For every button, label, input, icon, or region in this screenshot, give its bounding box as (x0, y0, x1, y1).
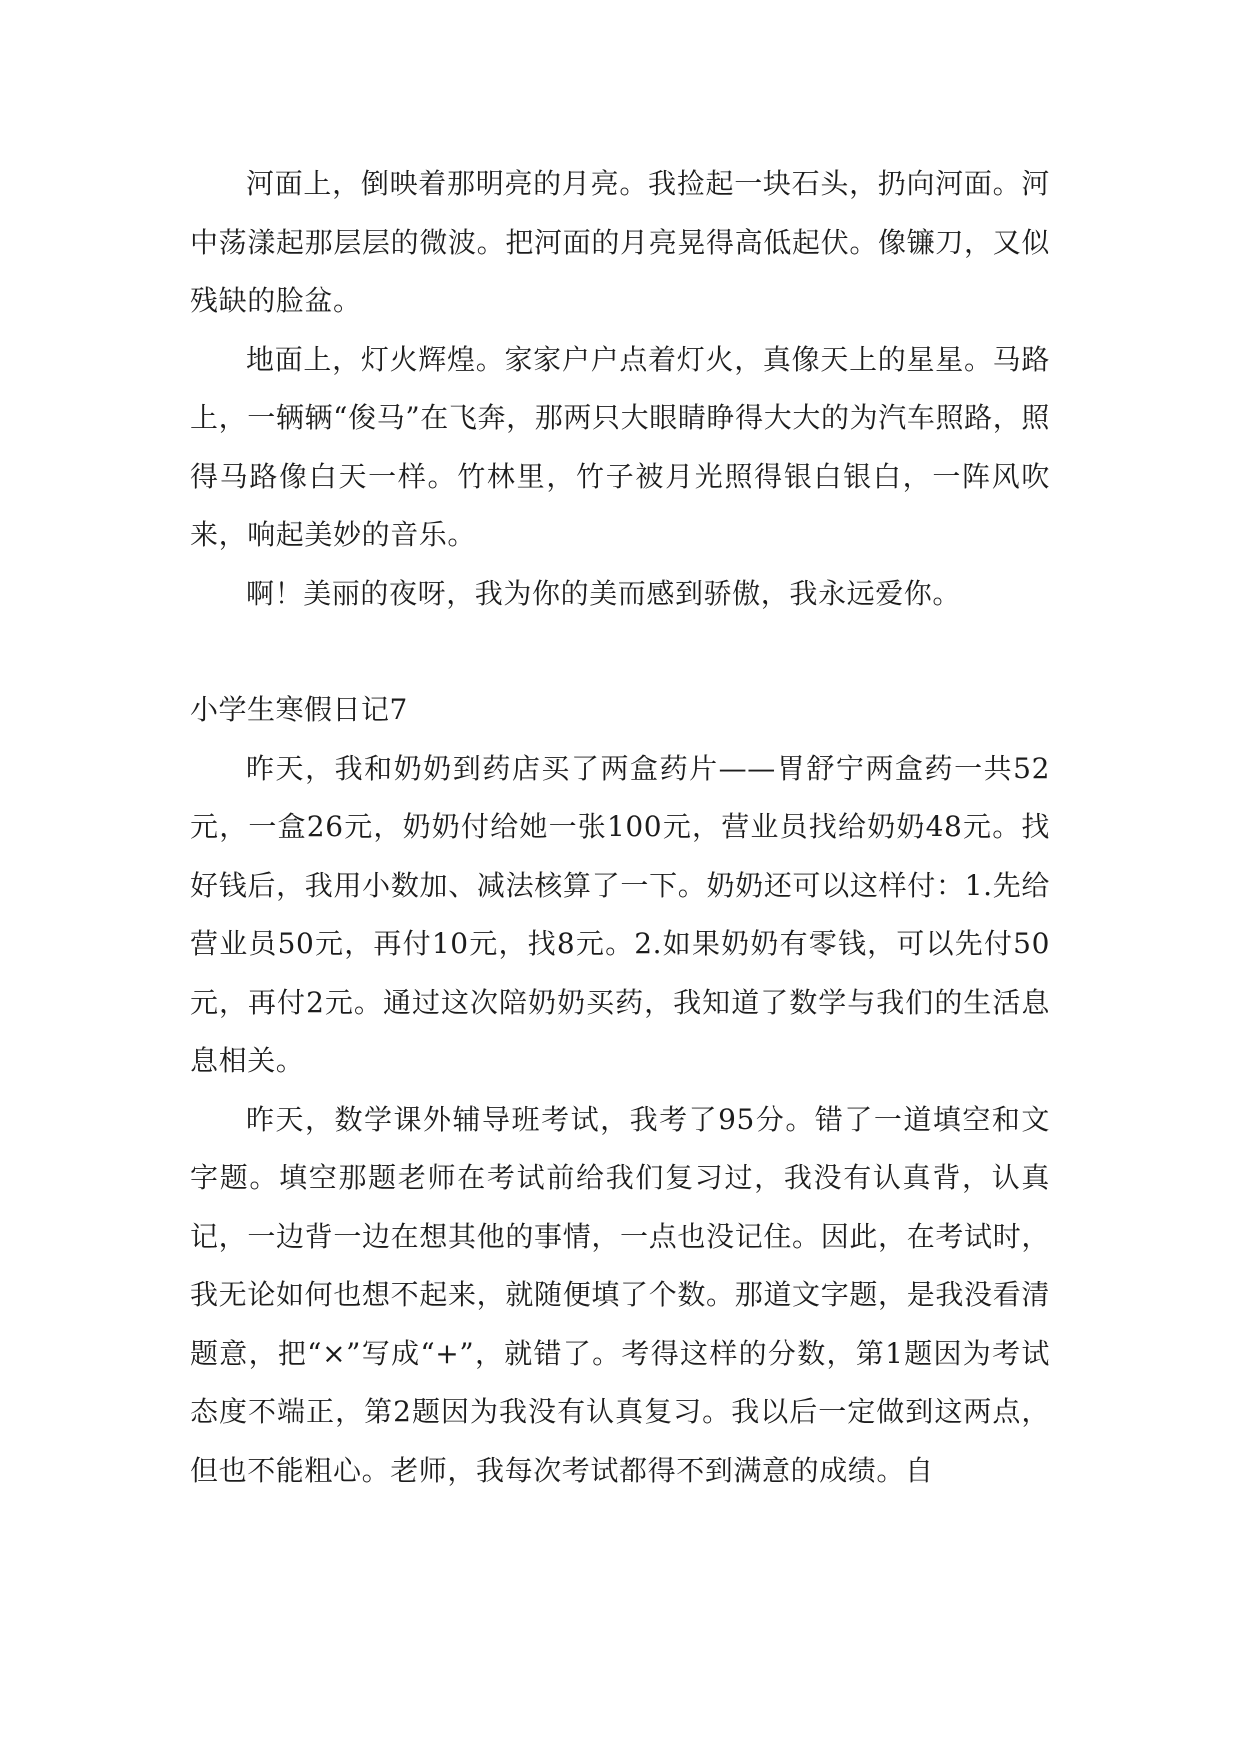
paragraph-exam: 昨天，数学课外辅导班考试，我考了95分。错了一道填空和文字题。填空那题老师在考试前给我们复习过，我没有认真背，认真记，一边背一边在想其他的事情，一点也没记住。因此，在考试时，我无论如何也想不起来，就随便填了个数。那道文字题，是我没看清题意，把“×”写成“+”，就错了。考得这样的分数，第1题因为考试态度不端正，第2题因为我没有认真复习。我以后一定做到这两点，但也不能粗心。老师，我每次考试都得不到满意的成绩。自 (190, 1102, 1050, 1487)
section-title: 小学生寒假日记7 (190, 693, 408, 726)
paragraph-pharmacy: 昨天，我和奶奶到药店买了两盒药片——胃舒宁两盒药一共52元，一盒26元，奶奶付给她一张100元，营业员找给奶奶48元。找好钱后，我用小数加、减法核算了一下。奶奶还可以这样付：1.先给营业员50元，再付10元，找8元。2.如果奶奶有零钱，可以先付50元，再付2元。通过这次陪奶奶买药，我知道了数学与我们的生活息息相关。 (190, 751, 1050, 1077)
document-body (190, 155, 1050, 1500)
paragraph-ground: 地面上，灯火辉煌。家家户户点着灯火，真像天上的星星。马路上，一辆辆“俊马”在飞奔，那两只大眼睛睁得大大的为汽车照路，照得马路像白天一样。竹林里，竹子被月光照得银白银白，一阵风吹来，响起美妙的音乐。 (190, 342, 1050, 551)
paragraph-river: 河面上，倒映着那明亮的月亮。我捡起一块石头，扔向河面。河中荡漾起那层层的微波。把河面的月亮晃得高低起伏。像镰刀，又似残缺的脸盆。 (190, 167, 1050, 317)
paragraph-night: 啊！美丽的夜呀，我为你的美而感到骄傲，我永远爱你。 (246, 576, 962, 610)
